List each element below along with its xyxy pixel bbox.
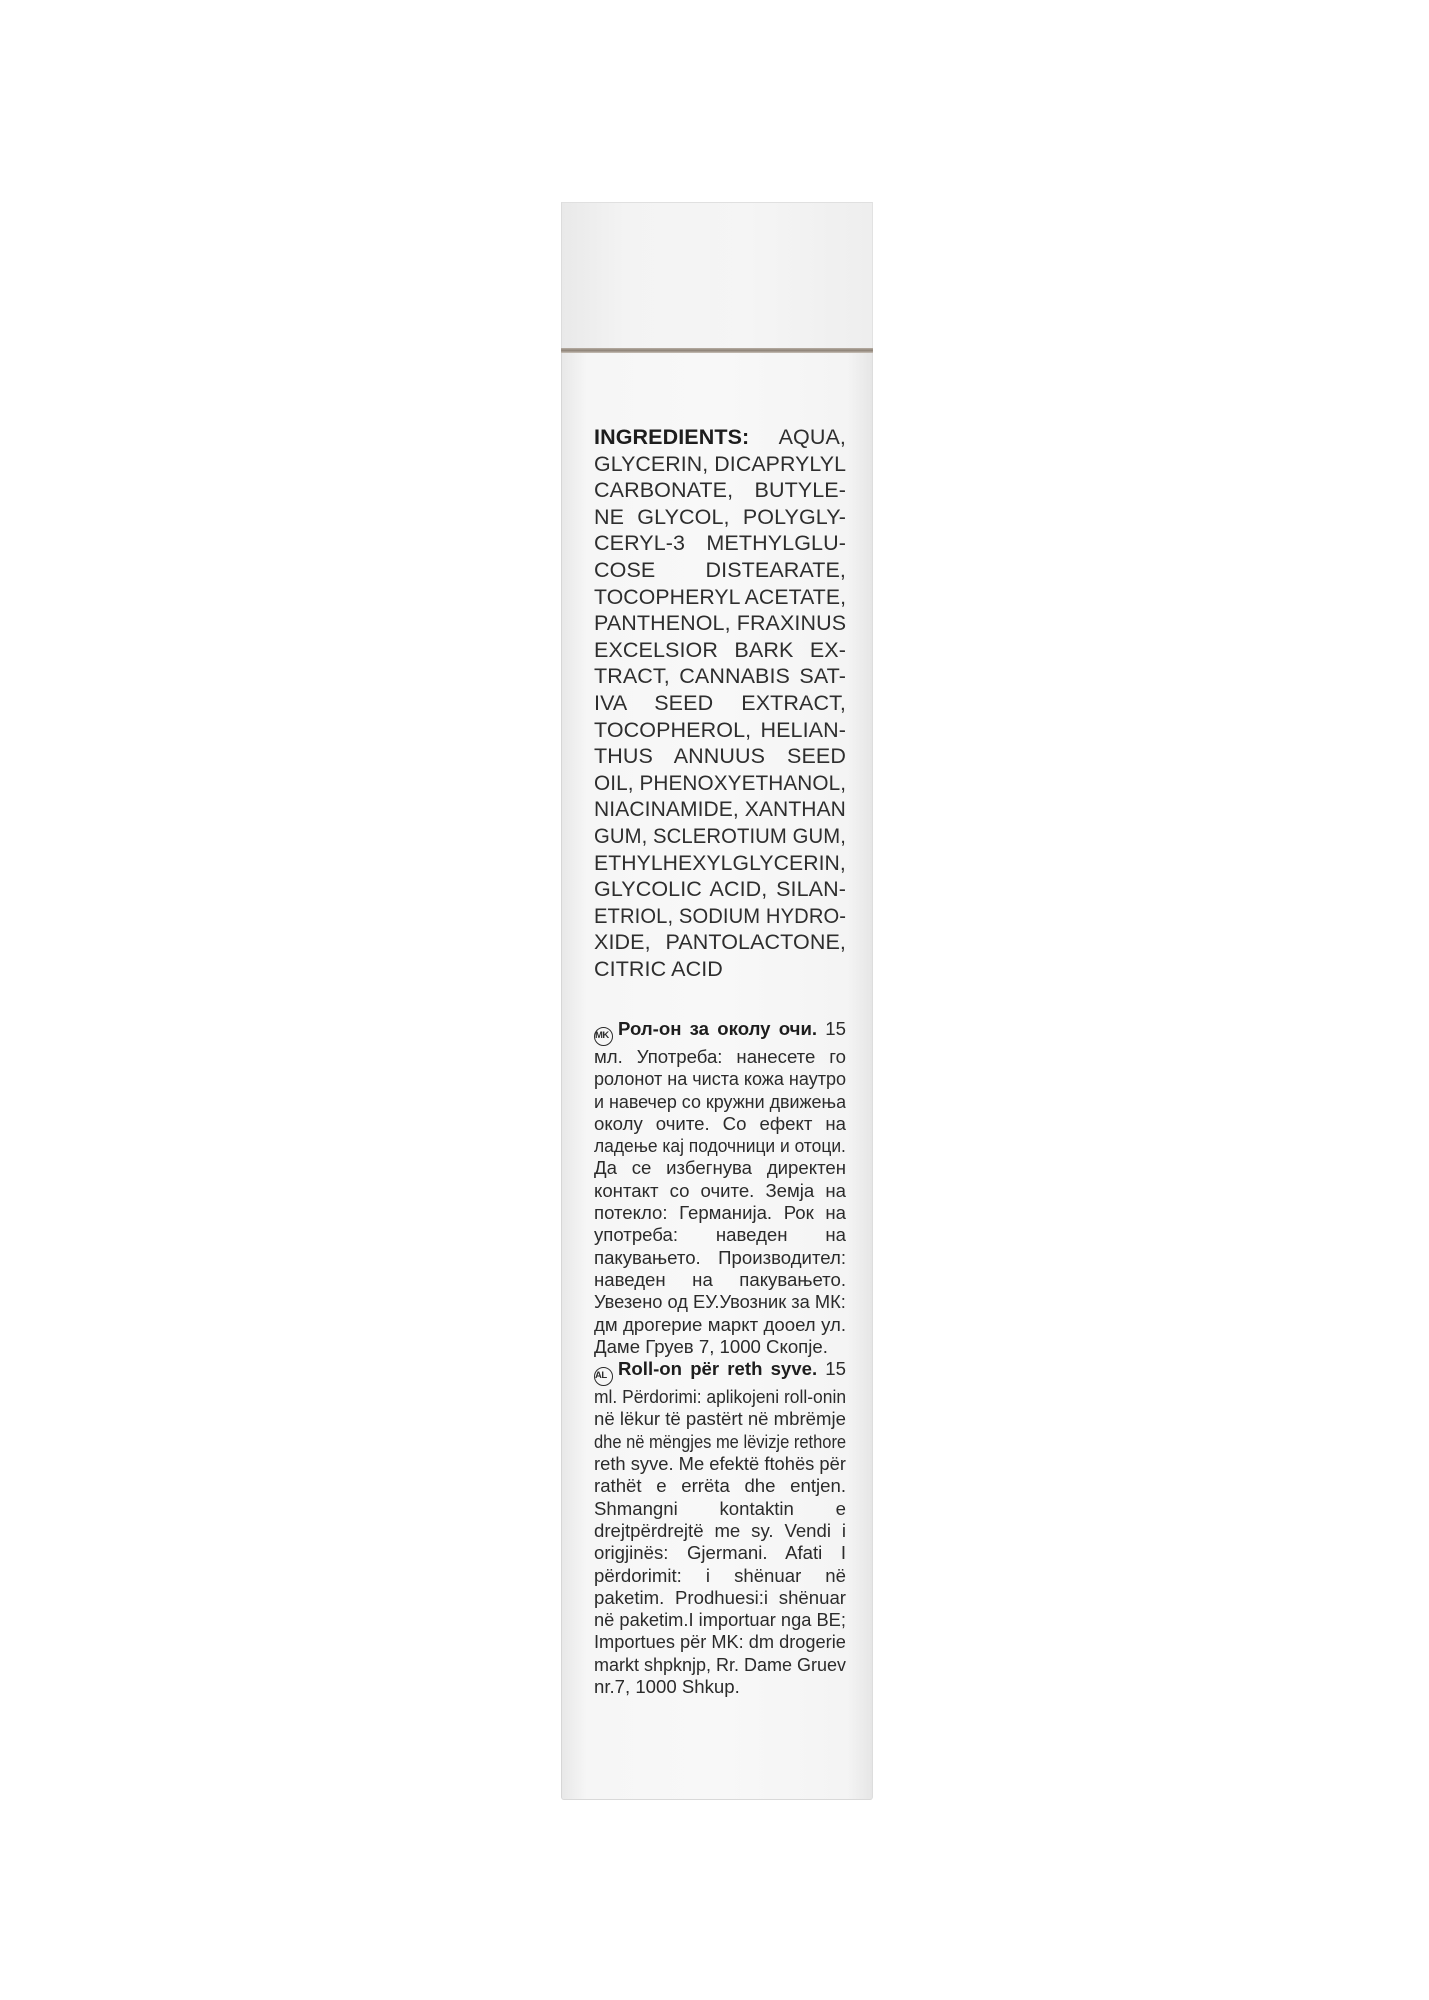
ingredients-line: PANTHENOL, FRAXINUS [594,611,847,636]
al-line: Importues për MK: dm drogerie [594,1631,846,1653]
mk-line: Да се избегнува директен [594,1157,846,1179]
mk-line: наведен на пакувањето. [594,1268,846,1290]
mk-line: Увезено од ЕУ.Увозник за МК: [594,1291,846,1313]
al-line: drejtpërdrejtë me sy. Vendi i [594,1519,846,1541]
mk-line: потекло: Германија. Рок на [594,1202,846,1224]
al-line: paketim. Prodhuesi:i shënuar [594,1586,846,1608]
al-country-badge: AL [594,1367,613,1386]
ingredients-line: GUM, SCLEROTIUM GUM, [594,823,846,848]
al-line: Shmangni kontaktin e [594,1497,846,1519]
ingredients-line: NE GLYCOL, POLYGLY- [594,504,846,529]
ingredients-block [594,424,846,982]
ingredients-line: ETHYLHEXYLGLYCERIN, [594,850,846,875]
ingredients-line: INGREDIENTS: AQUA, [594,425,846,449]
ingredients-line: CITRIC ACID [594,956,723,981]
al-line: dhe në mëngjes me lëvizje rethore [594,1430,847,1452]
ingredients-line: CERYL-3 METHYLGLU- [594,531,846,556]
mk-line: околу очите. Со ефект на [594,1112,846,1134]
mk-line: ладење кај подочници и отоци. [594,1135,846,1157]
legal-text-block [594,1018,846,1698]
ingredients-line: TOCOPHERYL ACETATE, [594,584,847,609]
ingredients-line: GLYCERIN, DICAPRYLYL [594,451,847,476]
mk-line: мл. Употреба: нанесете го [594,1046,846,1067]
ingredients-line: EXCELSIOR BARK EX- [594,637,846,662]
al-line: origjinës: Gjermani. Afati I [594,1542,846,1564]
al-line: rathët e errëta dhe entjen. [594,1475,846,1497]
mk-line: ролонот на чиста кожа наутро [594,1068,847,1090]
ingredients-heading: INGREDIENTS: [594,425,750,449]
al-line: nr.7, 1000 Shkup. [594,1676,740,1698]
ingredients-line: XIDE, PANTOLACTONE, [594,930,846,955]
al-product-title: Roll-on për reth syve. [618,1358,818,1380]
mk-country-badge: MK [594,1027,613,1046]
mk-line: и навечер со кружни движења [594,1090,847,1112]
al-title-line: AL Roll-on për reth syve. 15 [594,1358,846,1386]
mk-line: употреба: наведен на [594,1224,846,1246]
ingredients-line: OIL, PHENOXYETHANOL, [594,770,847,795]
ingredients-line: IVA SEED EXTRACT, [594,690,846,715]
ingredients-line: NIACINAMIDE, XANTHAN [594,797,846,822]
ingredients-line: ETRIOL, SODIUM HYDRO- [594,903,847,928]
ingredients-line: THUS ANNUUS SEED [594,744,846,769]
ingredients-line: GLYCOLIC ACID, SILAN- [594,877,846,902]
al-line: reth syve. Me efektë ftohës për [594,1453,846,1475]
box-top-cap [561,202,873,348]
mk-title-line: MK Рол-он за околу очи. 15 [594,1018,846,1046]
mk-line: пакувањето. Производител: [594,1246,846,1268]
mk-line: Даме Груев 7, 1000 Скопје. [594,1335,828,1357]
ingredients-line: TRACT, CANNABIS SAT- [594,664,846,689]
ingredients-line: CARBONATE, BUTYLE- [594,478,846,503]
ingredients-line: TOCOPHEROL, HELIAN- [594,717,846,742]
mk-product-title: Рол-он за околу очи. [618,1018,818,1039]
al-line: përdorimit: i shënuar në [594,1564,846,1586]
al-line: në lëkur të pastërt në mbrëmje [594,1408,846,1430]
ingredients-line: COSE DISTEARATE, [594,557,846,582]
al-line: markt shpknjp, Rr. Dame Gruev [594,1653,847,1675]
al-line: në paketim.I importuar nga BE; [594,1609,846,1631]
mk-line: дм дрогерие маркт дооел ул. [594,1313,846,1335]
mk-line: контакт со очите. Земја на [594,1179,846,1201]
al-line: ml. Përdorimi: aplikojeni roll-onin [594,1386,847,1408]
